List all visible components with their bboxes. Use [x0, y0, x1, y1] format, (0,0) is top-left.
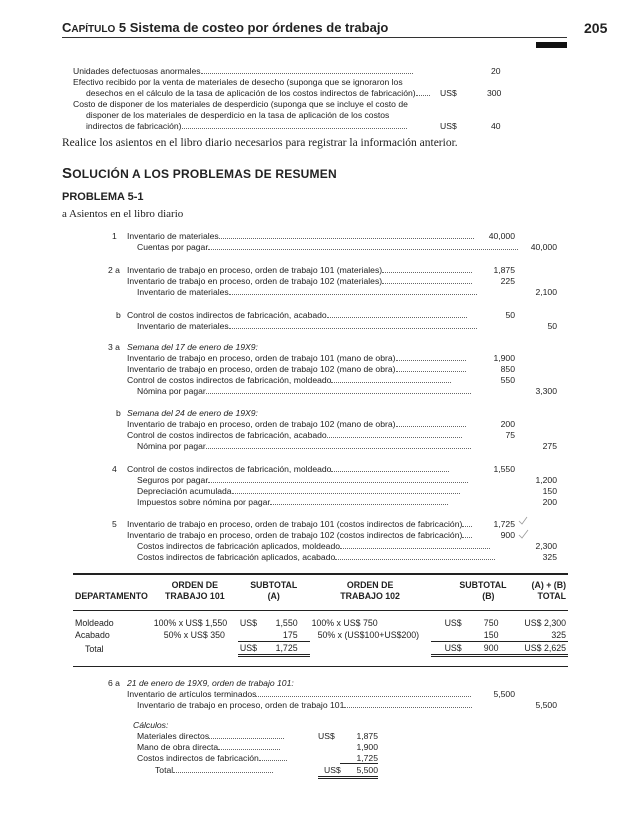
table-cell: Total — [85, 643, 104, 654]
debit-amount: 1,550 — [493, 464, 515, 474]
calc-label: Costos indirectos de fabricación — [137, 753, 287, 763]
journal-line: Control de costos indirectos de fabricación, moldeado — [127, 375, 451, 385]
journal-line: Inventario de trabajo en proceso, orden de trabajo 102 (costos indirectos de fabricación) — [127, 530, 472, 540]
calc-title: Cálculos: — [133, 720, 169, 730]
journal-line: Inventario de trabajo en proceso, orden de trabajo 102 (mano de obra) — [127, 364, 466, 374]
credit-amount: 200 — [542, 497, 557, 507]
table-top-rule — [73, 573, 568, 575]
journal-line: Inventario de materiales — [137, 321, 477, 331]
journal-line: Inventario de trabajo en proceso, orden de trabajo 101 (materiales) — [127, 265, 472, 275]
calc-value: 1,900 — [356, 742, 378, 752]
col-header: (A) + (B) — [531, 580, 566, 590]
intro-amount-6: 40 — [491, 121, 501, 131]
col-header: DEPARTAMENTO — [75, 591, 148, 601]
journal-line: Control de costos indirectos de fabricación, acabado — [127, 430, 462, 440]
journal-line: Impuestos sobre nómina por pagar — [137, 497, 448, 507]
calc-cur: US$ — [324, 765, 341, 775]
debit-amount: 200 — [500, 419, 515, 429]
journal-line: Inventario de trabajo en proceso, orden de trabajo 101 — [137, 700, 472, 710]
credit-amount: 2,300 — [535, 541, 557, 551]
journal-line: Inventario de trabajo en proceso, orden de trabajo 102 (mano de obra) — [127, 419, 466, 429]
debit-amount: 900 — [500, 530, 515, 540]
table-row — [73, 629, 568, 642]
journal-line: Inventario de materiales — [137, 287, 477, 297]
col-header: TRABAJO 102 — [340, 591, 400, 601]
entry-date: 21 de enero de 19X9, orden de trabajo 101: — [127, 678, 294, 688]
table-cell: 325 — [508, 629, 568, 642]
table-cell: 100% x US$ 750 — [311, 618, 378, 628]
instruction-text: Realice los asientos en el libro diario necesarios para registrar la información anterior. — [62, 137, 458, 149]
table-cell: 175 — [238, 629, 310, 642]
calc-label: Total — [155, 765, 273, 775]
journal-line: Control de costos indirectos de fabricación, moldeado — [127, 464, 449, 474]
calc-label: Mano de obra directa — [137, 742, 280, 752]
intro-line-2: Efectivo recibido por la venta de materiales de desecho (suponga que se ignoraron los — [73, 77, 403, 87]
calc-cur: US$ — [318, 731, 335, 741]
col-header: ORDEN DE — [171, 580, 219, 590]
debit-amount: 40,000 — [488, 231, 515, 241]
debit-amount: 1,900 — [493, 353, 515, 363]
journal-line: Control de costos indirectos de fabricación, acabado — [127, 310, 467, 320]
debit-amount: 550 — [500, 375, 515, 385]
intro-line-3: desechos en el cálculo de la tasa de aplicación de los costos indirectos de fabricación) — [86, 88, 430, 98]
journal-line: Depreciación acumulada — [137, 486, 460, 496]
journal-line: Nómina por pagar — [137, 441, 471, 451]
credit-amount: 150 — [542, 486, 557, 496]
entry-number: 6 a — [108, 678, 120, 688]
col-header: SUBTOTAL — [250, 580, 298, 590]
intro-line-5: disponer de los materiales de desperdicio en la tasa de aplicación de los costos — [86, 110, 390, 120]
entry-number: b — [116, 408, 121, 418]
entry-number: 2 a — [108, 265, 120, 275]
col-header: ORDEN DE — [346, 580, 394, 590]
debit-amount: 1,875 — [493, 265, 515, 275]
table-cell: US$ 1,550 — [239, 618, 298, 628]
journal-line: Costos indirectos de fabricación aplicados, acabado — [137, 552, 495, 562]
entry-date: Semana del 17 de enero de 19X9: — [127, 342, 258, 352]
debit-amount: 75 — [505, 430, 515, 440]
calc-value: 1,725 — [340, 753, 378, 764]
debit-amount: 1,725 — [493, 519, 515, 529]
intro-cur-6: US$ — [440, 121, 457, 131]
col-header: (B) — [482, 591, 495, 601]
entry-number: 3 a — [108, 342, 120, 352]
col-header: TRABAJO 101 — [164, 591, 225, 601]
header-bar — [536, 42, 567, 48]
table-cell: US$ 750 — [444, 618, 499, 628]
page-number: 205 — [584, 20, 608, 36]
table-cell: Moldeado — [75, 618, 114, 628]
table-header-row — [73, 580, 568, 591]
journal-line: Seguros por pagar — [137, 475, 468, 485]
table-row — [73, 617, 568, 629]
intro-amount-1: 20 — [491, 66, 501, 76]
debit-amount: 5,500 — [493, 689, 515, 699]
chapter-header: CAPÍTULO 5 Sistema de costeo por órdenes de trabajo — [62, 20, 389, 35]
calc-value: 1,875 — [356, 731, 378, 741]
table-cell: 150 — [431, 629, 509, 642]
table-header-row — [73, 591, 568, 611]
calc-value: 5,500 — [356, 765, 378, 775]
table-cell: US$ 900 — [431, 642, 509, 656]
table-row — [73, 642, 568, 656]
table-cell: US$ 2,300 — [524, 618, 566, 628]
credit-amount: 40,000 — [530, 242, 557, 252]
journal-line: Inventario de trabajo en proceso, orden de trabajo 102 (materiales) — [127, 276, 472, 286]
credit-amount: 50 — [547, 321, 557, 331]
credit-amount: 325 — [542, 552, 557, 562]
credit-amount: 5,500 — [535, 700, 557, 710]
credit-amount: 1,200 — [535, 475, 557, 485]
journal-line: Inventario de trabajo en proceso, orden de trabajo 101 (mano de obra) — [127, 353, 466, 363]
intro-line-4: Costo de disponer de los materiales de desperdicio (suponga que se incluye el costo de — [73, 99, 408, 109]
journal-line: Costos indirectos de fabricación aplicados, moldeado — [137, 541, 490, 551]
credit-amount: 275 — [542, 441, 557, 451]
credit-amount: 3,300 — [535, 386, 557, 396]
table-cell: Acabado — [75, 630, 110, 641]
entry-number: b — [116, 310, 121, 320]
calc-label: Materiales directos — [137, 731, 284, 741]
intro-line-6: indirectos de fabricación) — [86, 121, 407, 131]
table-cell — [310, 642, 431, 656]
journal-line: Cuentas por pagar — [137, 242, 518, 252]
table-cell: 50% x (US$100+US$200) — [317, 630, 420, 641]
entry-date: Semana del 24 de enero de 19X9: — [127, 408, 258, 418]
table-bottom-rule — [73, 666, 568, 667]
journal-line: Inventario de materiales — [127, 231, 474, 241]
table-cell: 100% x US$ 1,550 — [153, 618, 228, 628]
credit-amount: 2,100 — [535, 287, 557, 297]
debit-amount: 850 — [500, 364, 515, 374]
subtitle: a Asientos en el libro diario — [62, 208, 184, 220]
department-table — [73, 580, 568, 657]
intro-cur-3: US$ — [440, 88, 457, 98]
entry-number: 4 — [112, 464, 117, 474]
header-rule — [62, 37, 567, 38]
debit-amount: 50 — [505, 310, 515, 320]
entry-number: 1 — [112, 231, 117, 241]
problem-title: PROBLEMA 5-1 — [62, 191, 144, 203]
debit-amount: 225 — [500, 276, 515, 286]
col-header: SUBTOTAL — [459, 580, 507, 590]
journal-line: Inventario de trabajo en proceso, orden de trabajo 101 (costos indirectos de fabricación) — [127, 519, 472, 529]
table-cell: US$ 1,725 — [238, 642, 310, 656]
journal-line: Inventario de artículos terminados — [127, 689, 471, 699]
intro-line-1: Unidades defectuosas anormales — [73, 66, 413, 76]
section-title: SOLUCIÓN A LOS PROBLEMAS DE RESUMEN — [62, 165, 337, 182]
table-cell — [152, 642, 238, 656]
col-header: (A) — [267, 591, 280, 601]
table-cell: US$ 2,625 — [508, 642, 568, 656]
intro-amount-3: 300 — [487, 88, 502, 98]
entry-number: 5 — [112, 519, 117, 529]
journal-line: Nómina por pagar — [137, 386, 471, 396]
check-mark-icon — [516, 513, 532, 543]
col-header: TOTAL — [537, 591, 566, 601]
table-cell: 50% x US$ 350 — [163, 630, 225, 641]
